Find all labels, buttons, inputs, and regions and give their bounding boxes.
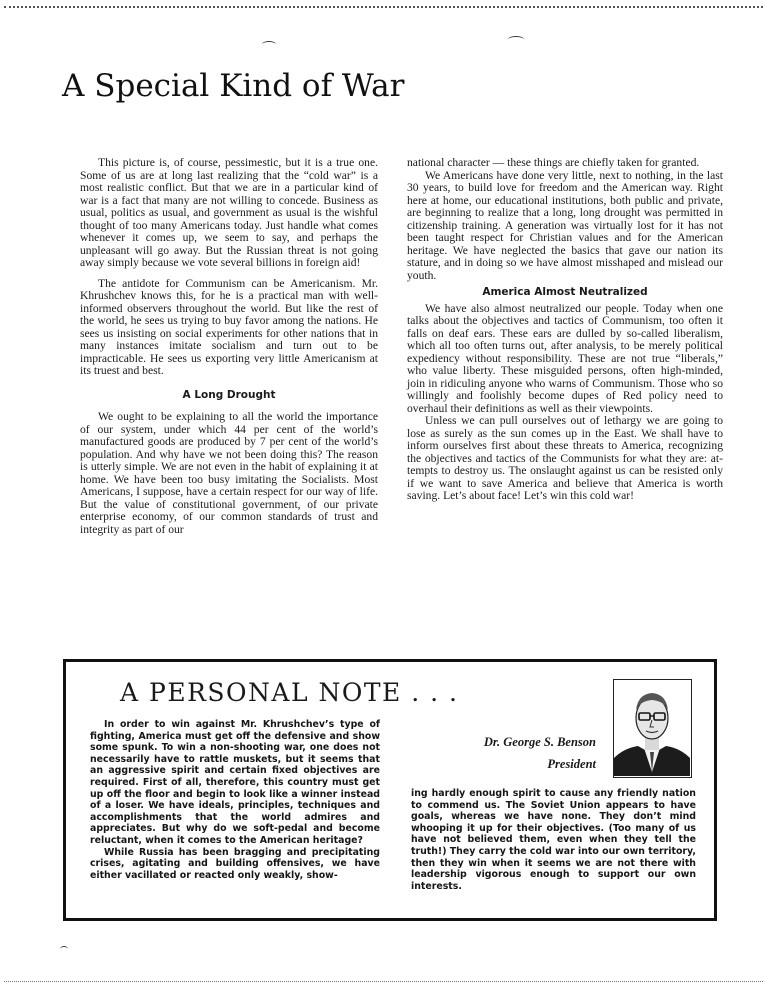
- article-paragraph: This picture is, of course, pessimestic, but it is a true one. Some of us are at long last realizing that the “cold war” is a most realistic conflict. But that we are in a particular kind of war is a fact that many are not willing to concede. Business as usual, politics as usual, and government as usual is the wishful thought of too many Americans today. Just handle what comes whenever it comes up, we seem to say, and perhaps the unpleasant will go away. But the Russian threat is not going away simply because we vote several billions in foreign aid!: [80, 156, 378, 269]
- personal-note-box: [63, 659, 717, 921]
- note-paragraph: In order to win against Mr. Khrushchev’s type of fighting, America must get off the defensive and show some spunk. To win a non-shooting war, one does not necessarily have to rattle muskets, but it seems that an aggressive spirit and certain fixed objectives are required. First of all, therefore, this country must get up off the floor and begin to look like a winner instead of a loser. We have ideals, principles, techniques and accomplishments that the world admires and appreciates. But why do we soft-pedal and become reluctant, when it comes to the American heritage?: [90, 719, 380, 846]
- print-speck: [508, 36, 524, 43]
- article-paragraph: The antidote for Communism can be Americanism. Mr. Khrushchev knows this, for he is a practical man with well-informed observers throughout the world. But like the rest of the world, he sees us trying to buy favor among the nations. He sees us insisting on social experiments for other nations that in many instances imitate socialism and turn out to be impracticable. He sees us exporting very little Americanism at its truest and best.: [80, 276, 378, 377]
- personal-note-left-column: [90, 719, 380, 881]
- author-name: Dr. George S. Benson: [483, 735, 596, 749]
- article-title: A Special Kind of War: [62, 68, 405, 104]
- print-speck: [262, 41, 276, 48]
- author-portrait: [613, 679, 692, 778]
- article-paragraph: We Americans have done very little, next to nothing, in the last 30 years, to build love for freedom and the American way. Right here at home, our educational institutions, both public and private, are beginning to realize that a long, long drought was permitted in citizenship training. A generation was virtually lost for it has not been taught respect for Christian values and for the American heritage. We have neglected the basics that gave our nation its stature, and in doing so we have almost misshaped and mislead our youth.: [407, 168, 723, 282]
- personal-note-title: A PERSONAL NOTE . . .: [120, 678, 459, 707]
- bottom-border-rule: [4, 981, 763, 982]
- author-title: President: [547, 757, 596, 771]
- personal-note-right-column: [411, 788, 696, 892]
- note-paragraph: While Russia has been bragging and precipitating crises, agitating and building offensives, we have either vacillated or reacted only weakly, show-: [90, 846, 380, 881]
- print-speck: [60, 946, 68, 953]
- article-paragraph: Unless we can pull ourselves out of lethargy we are going to lose as surely as the sun comes up in the East. We shall have to inform ourselves first about these threats to America, recognizing the objectives and tactics of the Communists for what they are: attempts to destroy us. The onslaught against us can be resisted only if we want to save America and believe that America is worth saving. Let’s about face! Let’s win this cold war!: [407, 414, 723, 502]
- article-paragraph-continued: national character — these things are chiefly taken for granted.: [407, 156, 700, 169]
- article-left-column: [80, 157, 378, 536]
- top-border-rule: [4, 6, 763, 8]
- article-paragraph: We have also almost neutralized our people. Today when one talks about the objectives and tactics of Communism, too often it falls on deaf ears. These ears are dulled by so-called liberalism, which all too often turns out, after analysis, to be merely political expediency without responsibility. These are not true “liberals,” who value liberty. These misguided persons, often high-minded, join in ridiculing anyone who warns of Communism. Those who so willingly and foolishly become dupes of Red policy need to overhaul their definitions as well as their viewpoints.: [407, 301, 723, 415]
- article-right-column: [407, 157, 723, 503]
- section-heading-long-drought: A Long Drought: [182, 388, 276, 401]
- section-heading-america-neutralized: America Almost Neutralized: [482, 286, 648, 298]
- article-paragraph: We ought to be explaining to all the world the importance of our system, under which 44 per cent of the world’s manufactured goods are produced by 7 per cent of the world’s population. And why have we not been doing this? The reason is utterly simple. We are not even in the habit of explaining it at home. We have been too busy imitating the Socialists. Most Americans, I suppose, have a certain respect for our way of life. But the value of constitutional government, of our private enterprise economy, of our common standards of trust and integrity as part of our: [80, 410, 378, 536]
- note-paragraph-continued: ing hardly enough spirit to cause any friendly nation to commend us. The Soviet Union appears to have goals, whereas we have none. They don’t mind whooping it up for their objectives. (Too many of us have not believed them, even when they tell the truth!) They carry the cold war into our own territory, then they win when it seems we are not there with leadership vigorous enough to support our own interests.: [411, 788, 696, 892]
